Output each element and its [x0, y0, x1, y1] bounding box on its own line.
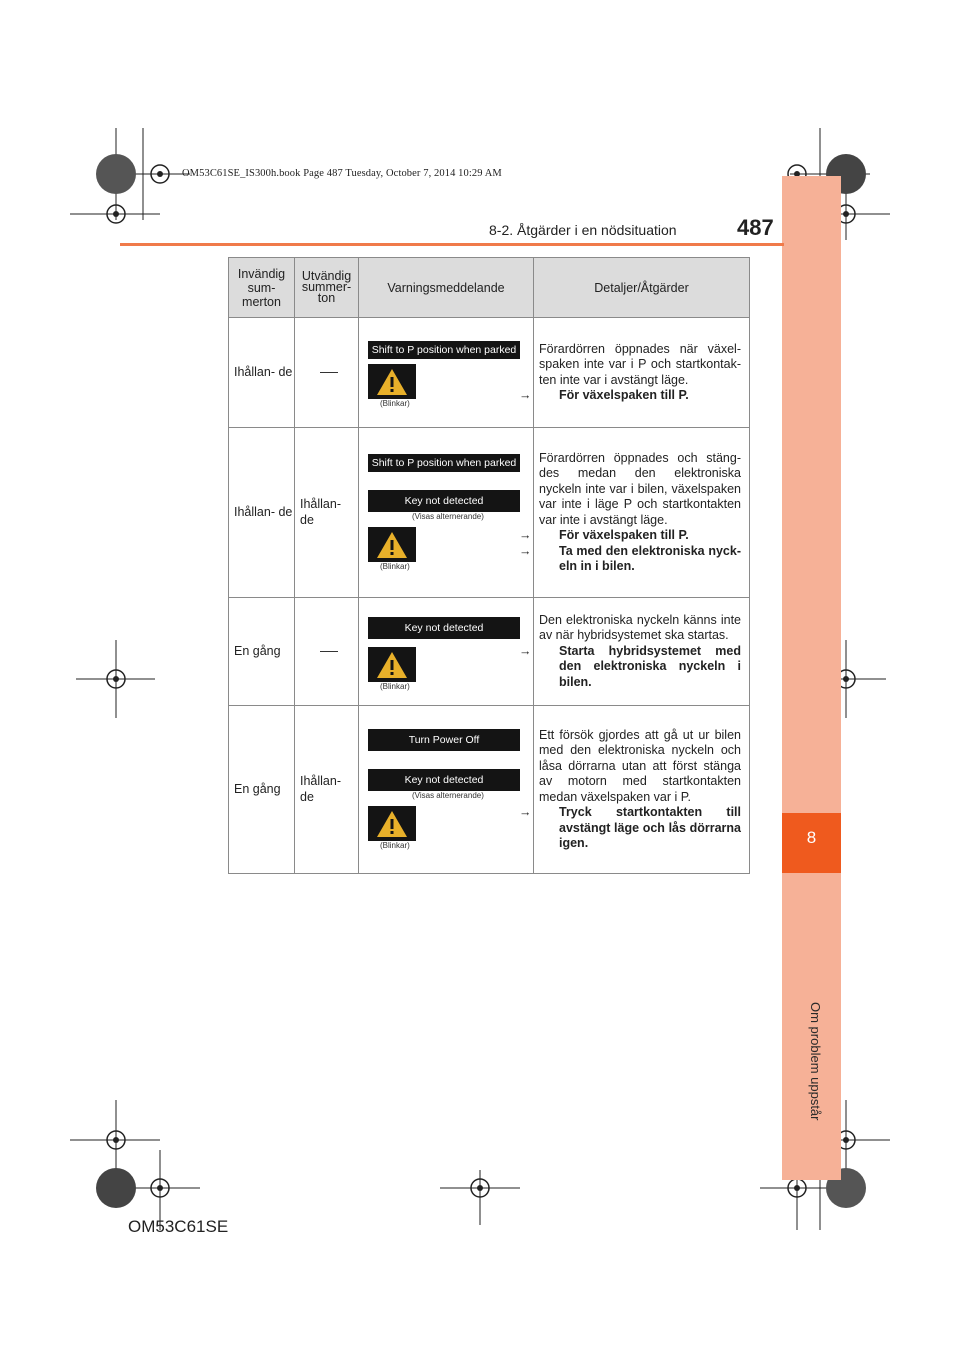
arrow-right-icon: →	[519, 388, 532, 402]
exterior-buzzer-cell	[295, 598, 359, 706]
action-text: Ta med den elektroniska nyck- eln in i bilen.	[559, 543, 741, 573]
display-message: Key not detected	[368, 769, 520, 791]
message-cell	[359, 598, 534, 706]
blink-caption: (Blinkar)	[380, 682, 410, 691]
header-interior-buzzer: Invändig sum- merton	[229, 258, 295, 318]
section-title: 8-2. Åtgärder i en nödsituation	[489, 222, 677, 238]
action-text: Tryck startkontakten till avstängt läge och lås dörrarna igen.	[559, 805, 741, 850]
action-text: Starta hybridsystemet med den elektroniska nyckeln i bilen.	[559, 643, 741, 689]
action-item	[519, 643, 741, 691]
warning-light-icon	[368, 364, 416, 399]
exterior-buzzer-cell: Ihållan- de	[295, 706, 359, 874]
details-cell	[519, 318, 750, 428]
header-exterior-buzzer: Utvändig summer- ton	[295, 258, 359, 318]
header-rule	[120, 243, 784, 246]
table-row	[229, 598, 750, 706]
header-details: Detaljer/Åtgärder	[534, 258, 750, 318]
arrow-right-icon: →	[519, 643, 532, 658]
exterior-buzzer-cell	[295, 318, 359, 428]
details-cell	[519, 428, 750, 598]
page-number: 487	[737, 215, 774, 240]
display-message: Turn Power Off	[368, 729, 520, 751]
details-description: Ett försök gjordes att gå ut ur bilen med den elektroniska nyckeln och låsa dörrarna utan att först stänga av motorn med startkontakten medan växelspaken var i P.	[539, 727, 741, 804]
manual-code: OM53C61SE	[128, 1217, 229, 1236]
details-cell	[519, 706, 750, 874]
chapter-number: 8	[806, 828, 817, 847]
display-message: Shift to P position when parked	[368, 341, 520, 359]
header-warning-message: Varningsmeddelande	[359, 258, 534, 318]
warning-light-icon	[368, 806, 416, 841]
interior-buzzer-cell: En gång	[229, 706, 295, 874]
table-row	[229, 428, 750, 598]
warning-message-table	[228, 257, 750, 874]
table-row	[229, 318, 750, 428]
warning-light-icon	[368, 647, 416, 682]
action-item	[519, 388, 741, 404]
message-cell	[359, 428, 534, 598]
action-item	[519, 805, 741, 852]
arrow-right-icon: →	[519, 543, 532, 558]
details-cell	[519, 598, 750, 706]
dash-mark	[320, 651, 338, 652]
warning-light-icon	[368, 527, 416, 562]
action-text: För växelspaken till P.	[559, 528, 689, 542]
action-text: För växelspaken till P.	[559, 388, 689, 402]
display-message: Key not detected	[368, 617, 520, 639]
exterior-buzzer-cell: Ihållan- de	[295, 428, 359, 598]
chapter-label: Om problem uppstår	[808, 1002, 823, 1121]
blink-caption: (Blinkar)	[380, 561, 410, 571]
alternating-caption: (Visas alternerande)	[412, 790, 484, 800]
message-cell	[359, 318, 534, 428]
book-info-line: OM53C61SE_IS300h.book Page 487 Tuesday, October 7, 2014 10:29 AM	[182, 168, 502, 179]
blink-caption: (Blinkar)	[380, 398, 410, 408]
details-description: Förardörren öppnades när växel- spaken inte var i P och startkontak- ten inte var i avstängt läge.	[539, 341, 741, 387]
blink-caption: (Blinkar)	[380, 840, 410, 850]
display-message: Key not detected	[368, 490, 520, 512]
arrow-right-icon: →	[519, 805, 532, 819]
arrow-right-icon: →	[519, 528, 532, 542]
details-description: Förardörren öppnades och stäng- des medan den elektroniska nyckeln inte var i bilen, växelspaken var inte i läge P och startkontakten var inte i avstängt läge.	[539, 450, 741, 527]
action-item	[519, 543, 741, 575]
details-description: Den elektroniska nyckeln känns inte av när hybridsystemet ska startas.	[539, 612, 741, 643]
interior-buzzer-cell: Ihållan- de	[229, 318, 295, 428]
message-cell	[359, 706, 534, 874]
interior-buzzer-cell: En gång	[229, 598, 295, 706]
table-row	[229, 706, 750, 874]
interior-buzzer-cell: Ihållan- de	[229, 428, 295, 598]
alternating-caption: (Visas alternerande)	[412, 511, 484, 521]
action-item	[519, 528, 741, 544]
display-message: Shift to P position when parked	[368, 454, 520, 472]
dash-mark	[320, 372, 338, 373]
table-header-row	[229, 258, 750, 318]
